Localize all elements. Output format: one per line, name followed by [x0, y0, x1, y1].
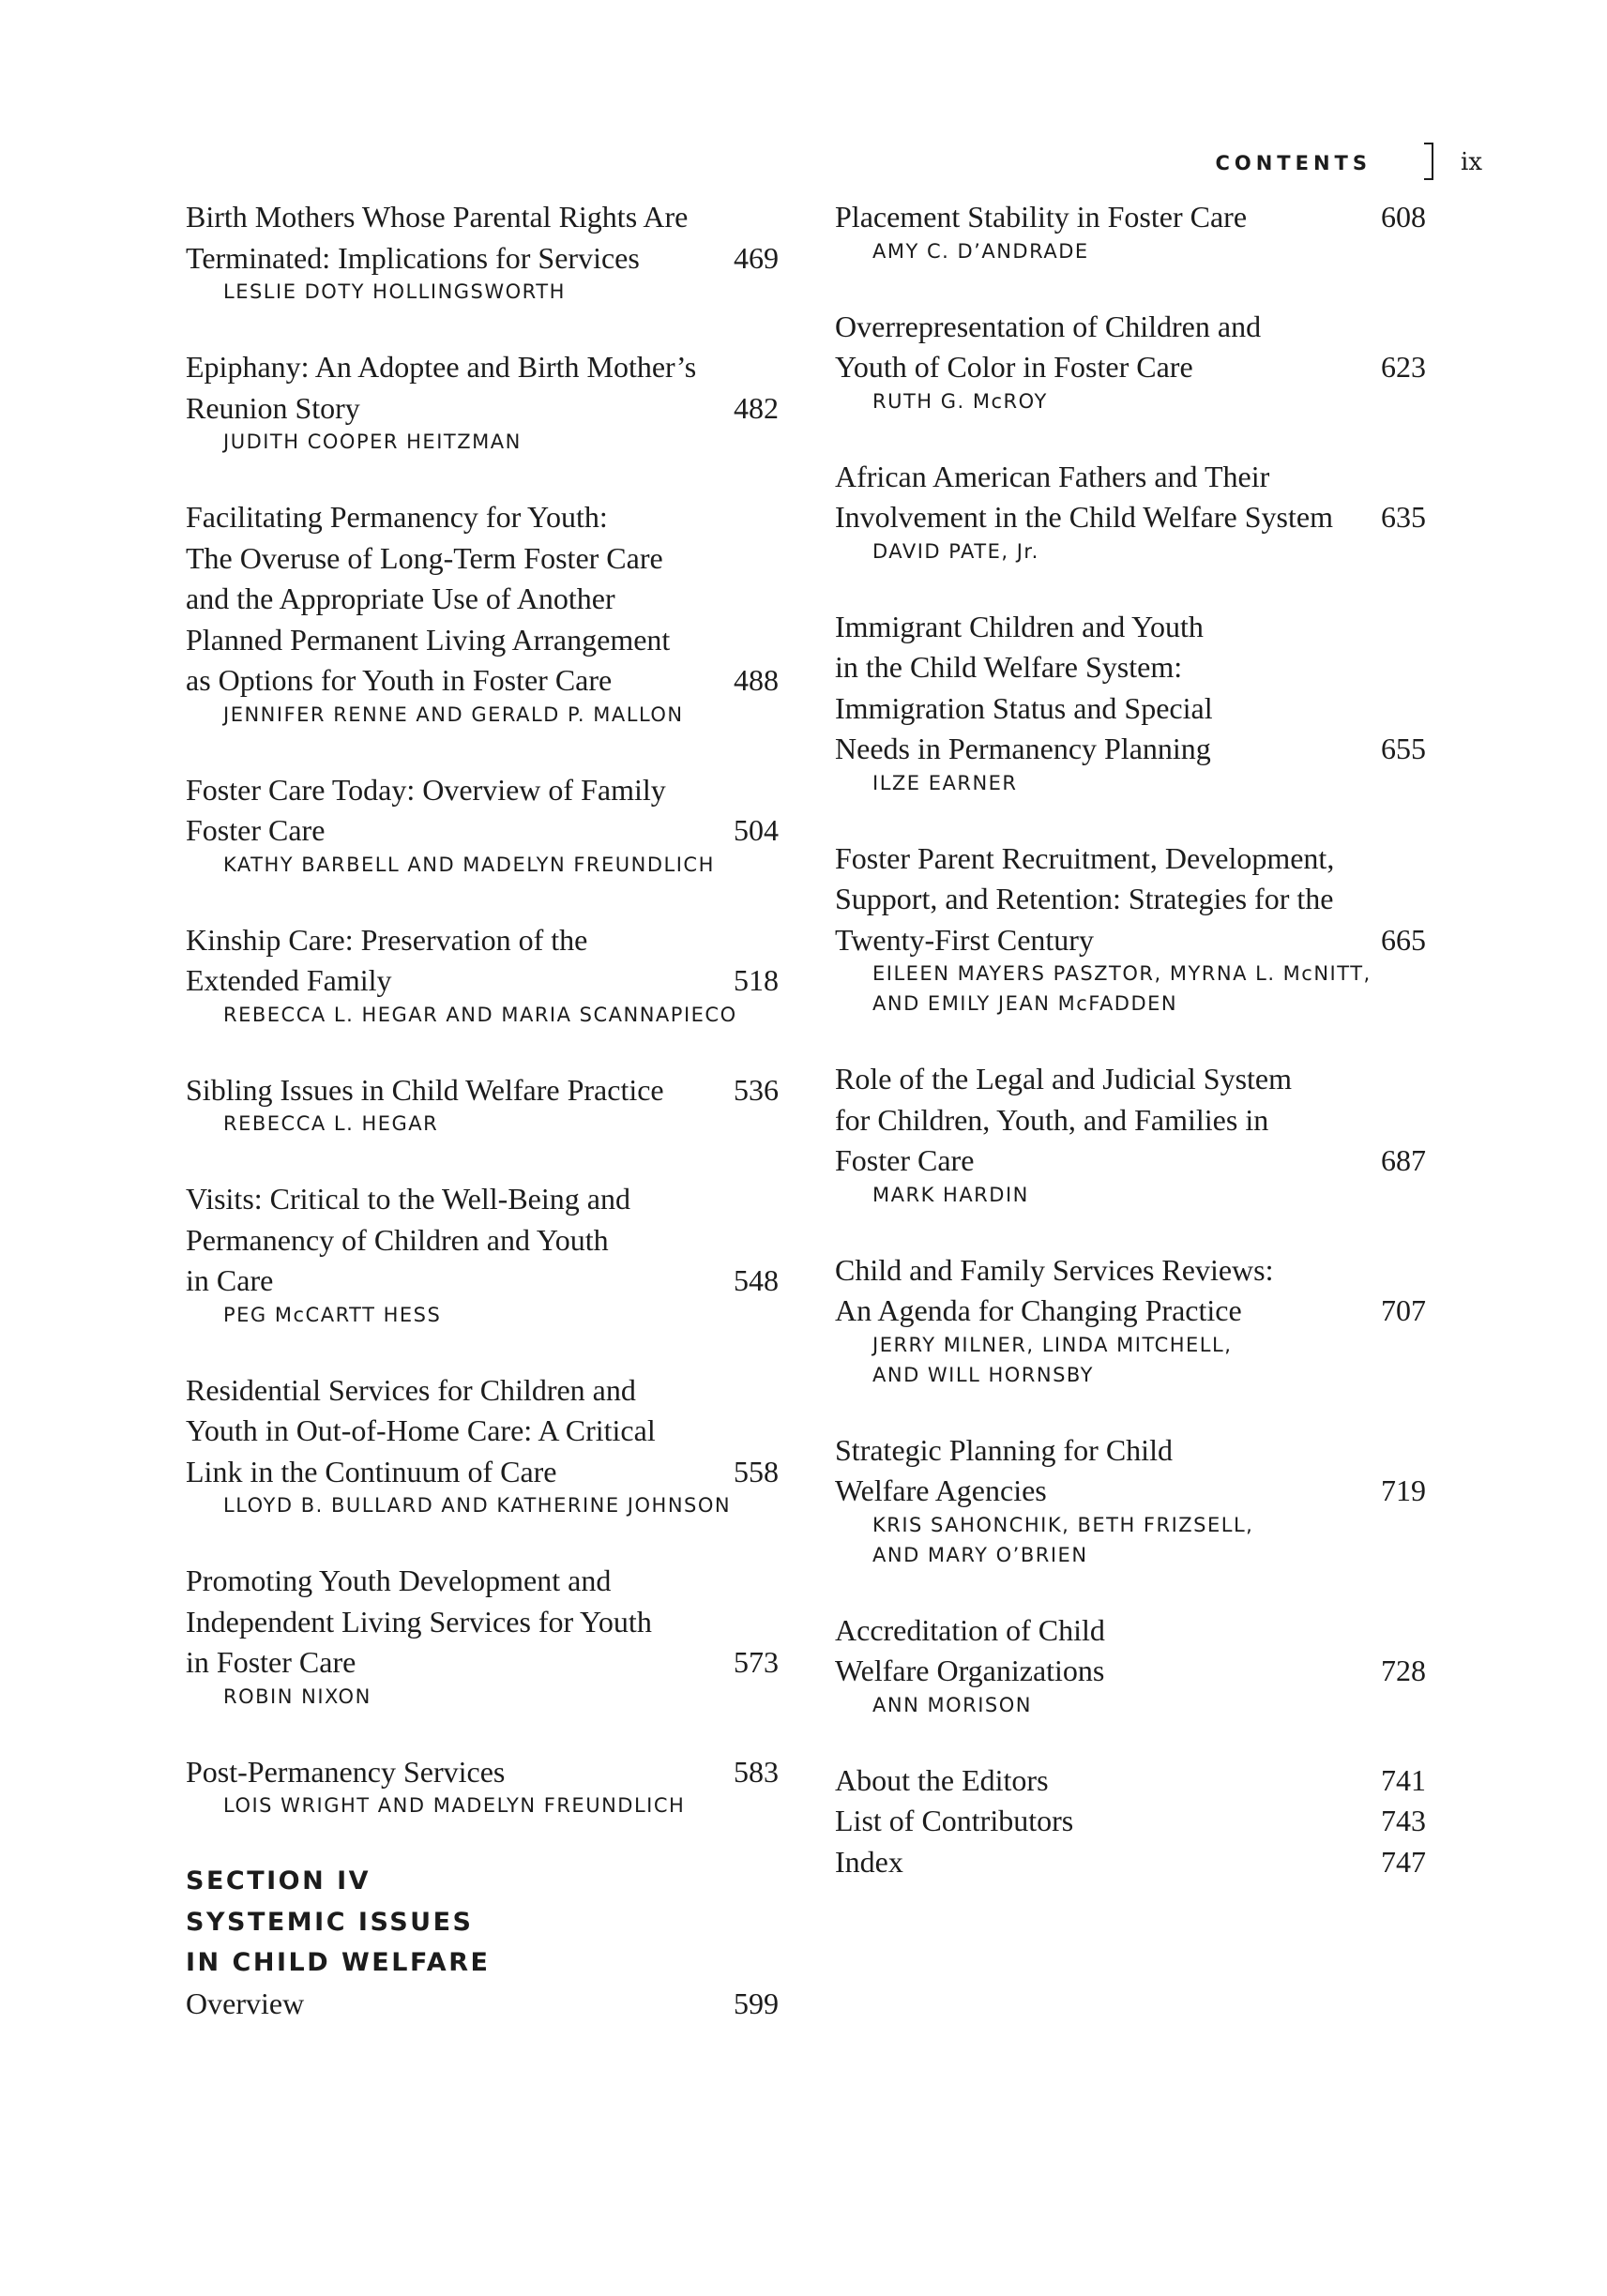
- toc-entry-page: 482: [734, 390, 779, 425]
- toc-entry-title: Epiphany: An Adoptee and Birth Mother’s Reunion Story: [186, 350, 697, 425]
- toc-entry[interactable]: [835, 1430, 1426, 1570]
- toc-entry-title: Promoting Youth Development and Independent Living Services for Youth in Foster Care: [186, 1563, 652, 1679]
- toc-entry-title: Post-Permanency Services: [186, 1754, 506, 1789]
- toc-entry-authors: REBECCA L. HEGAR: [223, 1112, 439, 1135]
- toc-entry-page: 707: [1381, 1293, 1426, 1327]
- toc-entry-authors: JENNIFER RENNE AND GERALD P. MALLON: [223, 702, 684, 726]
- toc-entry-authors: EILEEN MAYERS PASZTOR, MYRNA L. McNITT, AND EMILY JEAN McFADDEN: [872, 962, 1372, 1015]
- toc-entry-back-matter[interactable]: [835, 1760, 1426, 1802]
- toc-entry-title: African American Fathers and Their Involvement in the Child Welfare System: [835, 459, 1333, 534]
- toc-entry-page: 599: [734, 1986, 779, 2020]
- bracket-icon: [1424, 143, 1433, 180]
- toc-entry-authors: ANN MORISON: [872, 1693, 1032, 1716]
- toc-entry-page: 635: [1381, 500, 1426, 534]
- toc-entry[interactable]: [186, 497, 779, 730]
- toc-entry-page: 743: [1381, 1804, 1426, 1837]
- toc-entry-authors: KRIS SAHONCHIK, BETH FRIZSELL, AND MARY O’BRIEN: [872, 1513, 1254, 1566]
- running-head-label: CONTENTS: [1215, 152, 1372, 174]
- toc-entry-authors: JERRY MILNER, LINDA MITCHELL, AND WILL HORNSBY: [872, 1333, 1233, 1386]
- toc-entry-page: 558: [734, 1454, 779, 1488]
- toc-entry-page: 518: [734, 963, 779, 997]
- toc-entry[interactable]: [835, 1059, 1426, 1210]
- toc-entry-authors: LOIS WRIGHT AND MADELYN FREUNDLICH: [223, 1794, 686, 1817]
- running-head: [1032, 148, 1482, 182]
- toc-entry[interactable]: [835, 197, 1426, 266]
- toc-right-column: [835, 197, 1426, 1882]
- toc-left-column: [186, 197, 779, 2024]
- toc-entry[interactable]: [186, 347, 779, 457]
- toc-entry-page: 488: [734, 663, 779, 697]
- toc-entry-page: 573: [734, 1645, 779, 1679]
- toc-entry-authors: ILZE EARNER: [872, 771, 1018, 794]
- toc-entry[interactable]: [186, 1070, 779, 1140]
- toc-entry[interactable]: [835, 457, 1426, 566]
- toc-entry[interactable]: [186, 1179, 779, 1330]
- toc-entry-title: Foster Care Today: Overview of Family Foster Care: [186, 772, 666, 847]
- toc-entry-title: Overview: [186, 1986, 305, 2020]
- toc-entry-back-matter[interactable]: [835, 1842, 1426, 1883]
- toc-entry[interactable]: [186, 1752, 779, 1821]
- toc-entry-title: Strategic Planning for Child Welfare Agencies: [835, 1432, 1173, 1507]
- toc-entry[interactable]: [835, 607, 1426, 798]
- toc-entry-back-matter[interactable]: [835, 1801, 1426, 1842]
- toc-entry-page: 655: [1381, 732, 1426, 765]
- toc-entry-overview[interactable]: [186, 1984, 779, 2025]
- section-heading: SECTION IV SYSTEMIC ISSUES IN CHILD WELFARE: [186, 1866, 491, 1977]
- toc-entry[interactable]: [835, 307, 1426, 416]
- toc-entry-title: Facilitating Permanency for Youth: The Overuse of Long-Term Foster Care and the Appropriate Use of Another Planned Permanent Living Arrangement as Options for Youth in Foster Care: [186, 500, 671, 697]
- toc-entry-title: About the Editors: [835, 1762, 1049, 1797]
- toc-entry-page: 665: [1381, 922, 1426, 957]
- toc-entry[interactable]: [186, 1370, 779, 1521]
- toc-entry-title: Overrepresentation of Children and Youth of Color in Foster Care: [835, 309, 1262, 384]
- toc-entry-authors: AMY C. D’ANDRADE: [872, 239, 1089, 263]
- toc-entry-title: List of Contributors: [835, 1804, 1074, 1837]
- toc-entry[interactable]: [186, 1561, 779, 1712]
- toc-entry[interactable]: [186, 197, 779, 307]
- toc-entry-title: Birth Mothers Whose Parental Rights Are Terminated: Implications for Services: [186, 200, 689, 275]
- toc-entry-title: Placement Stability in Foster Care: [835, 200, 1248, 234]
- toc-entry-authors: JUDITH COOPER HEITZMAN: [223, 430, 522, 453]
- page-number: ix: [1461, 148, 1482, 176]
- toc-entry[interactable]: [835, 1610, 1426, 1720]
- toc-entry-title: Visits: Critical to the Well-Being and Permanency of Children and Youth in Care: [186, 1182, 630, 1297]
- toc-entry-page: 719: [1381, 1473, 1426, 1507]
- toc-entry-authors: RUTH G. McROY: [872, 389, 1048, 413]
- toc-entry-page: 747: [1381, 1844, 1426, 1879]
- toc-entry-page: 623: [1381, 350, 1426, 384]
- toc-entry-page: 548: [734, 1263, 779, 1297]
- toc-entry-page: 687: [1381, 1143, 1426, 1177]
- toc-entry-page: 536: [734, 1072, 779, 1107]
- toc-entry-page: 608: [1381, 200, 1426, 234]
- toc-entry-title: Role of the Legal and Judicial System for Children, Youth, and Families in Foster Care: [835, 1062, 1292, 1177]
- toc-entry-authors: KATHY BARBELL AND MADELYN FREUNDLICH: [223, 853, 715, 876]
- toc-entry-page: 504: [734, 813, 779, 847]
- toc-entry-page: 728: [1381, 1654, 1426, 1687]
- toc-entry-title: Index: [835, 1844, 903, 1879]
- toc-entry-title: Sibling Issues in Child Welfare Practice: [186, 1072, 664, 1107]
- toc-entry-title: Kinship Care: Preservation of the Extended Family: [186, 922, 588, 997]
- toc-entry-authors: LLOYD B. BULLARD AND KATHERINE JOHNSON: [223, 1494, 732, 1517]
- toc-entry[interactable]: [835, 1250, 1426, 1390]
- toc-entry-authors: MARK HARDIN: [872, 1183, 1029, 1206]
- toc-entry-page: 741: [1381, 1762, 1426, 1797]
- toc-entry-title: Child and Family Services Reviews: An Agenda for Changing Practice: [835, 1252, 1274, 1327]
- toc-entry-title: Accreditation of Child Welfare Organizations: [835, 1612, 1105, 1687]
- toc-entry-authors: ROBIN NIXON: [223, 1684, 371, 1708]
- toc-entry-authors: LESLIE DOTY HOLLINGSWORTH: [223, 280, 566, 303]
- toc-entry[interactable]: [835, 838, 1426, 1020]
- toc-entry-authors: PEG McCARTT HESS: [223, 1303, 442, 1326]
- toc-entry-title: Immigrant Children and Youth in the Child Welfare System: Immigration Status and Special Needs in Permanency Planning: [835, 609, 1213, 765]
- toc-entry-authors: DAVID PATE, Jr.: [872, 539, 1039, 563]
- toc-entry-authors: REBECCA L. HEGAR AND MARIA SCANNAPIECO: [223, 1003, 737, 1026]
- toc-entry-page: 469: [734, 240, 779, 275]
- toc-entry-title: Residential Services for Children and Youth in Out-of-Home Care: A Critical Link in the Continuum of Care: [186, 1372, 656, 1488]
- toc-entry[interactable]: [186, 920, 779, 1030]
- toc-entry[interactable]: [186, 770, 779, 880]
- toc-entry-page: 583: [734, 1754, 779, 1789]
- toc-entry-title: Foster Parent Recruitment, Development, Support, and Retention: Strategies for the Twenty-First Century: [835, 840, 1335, 957]
